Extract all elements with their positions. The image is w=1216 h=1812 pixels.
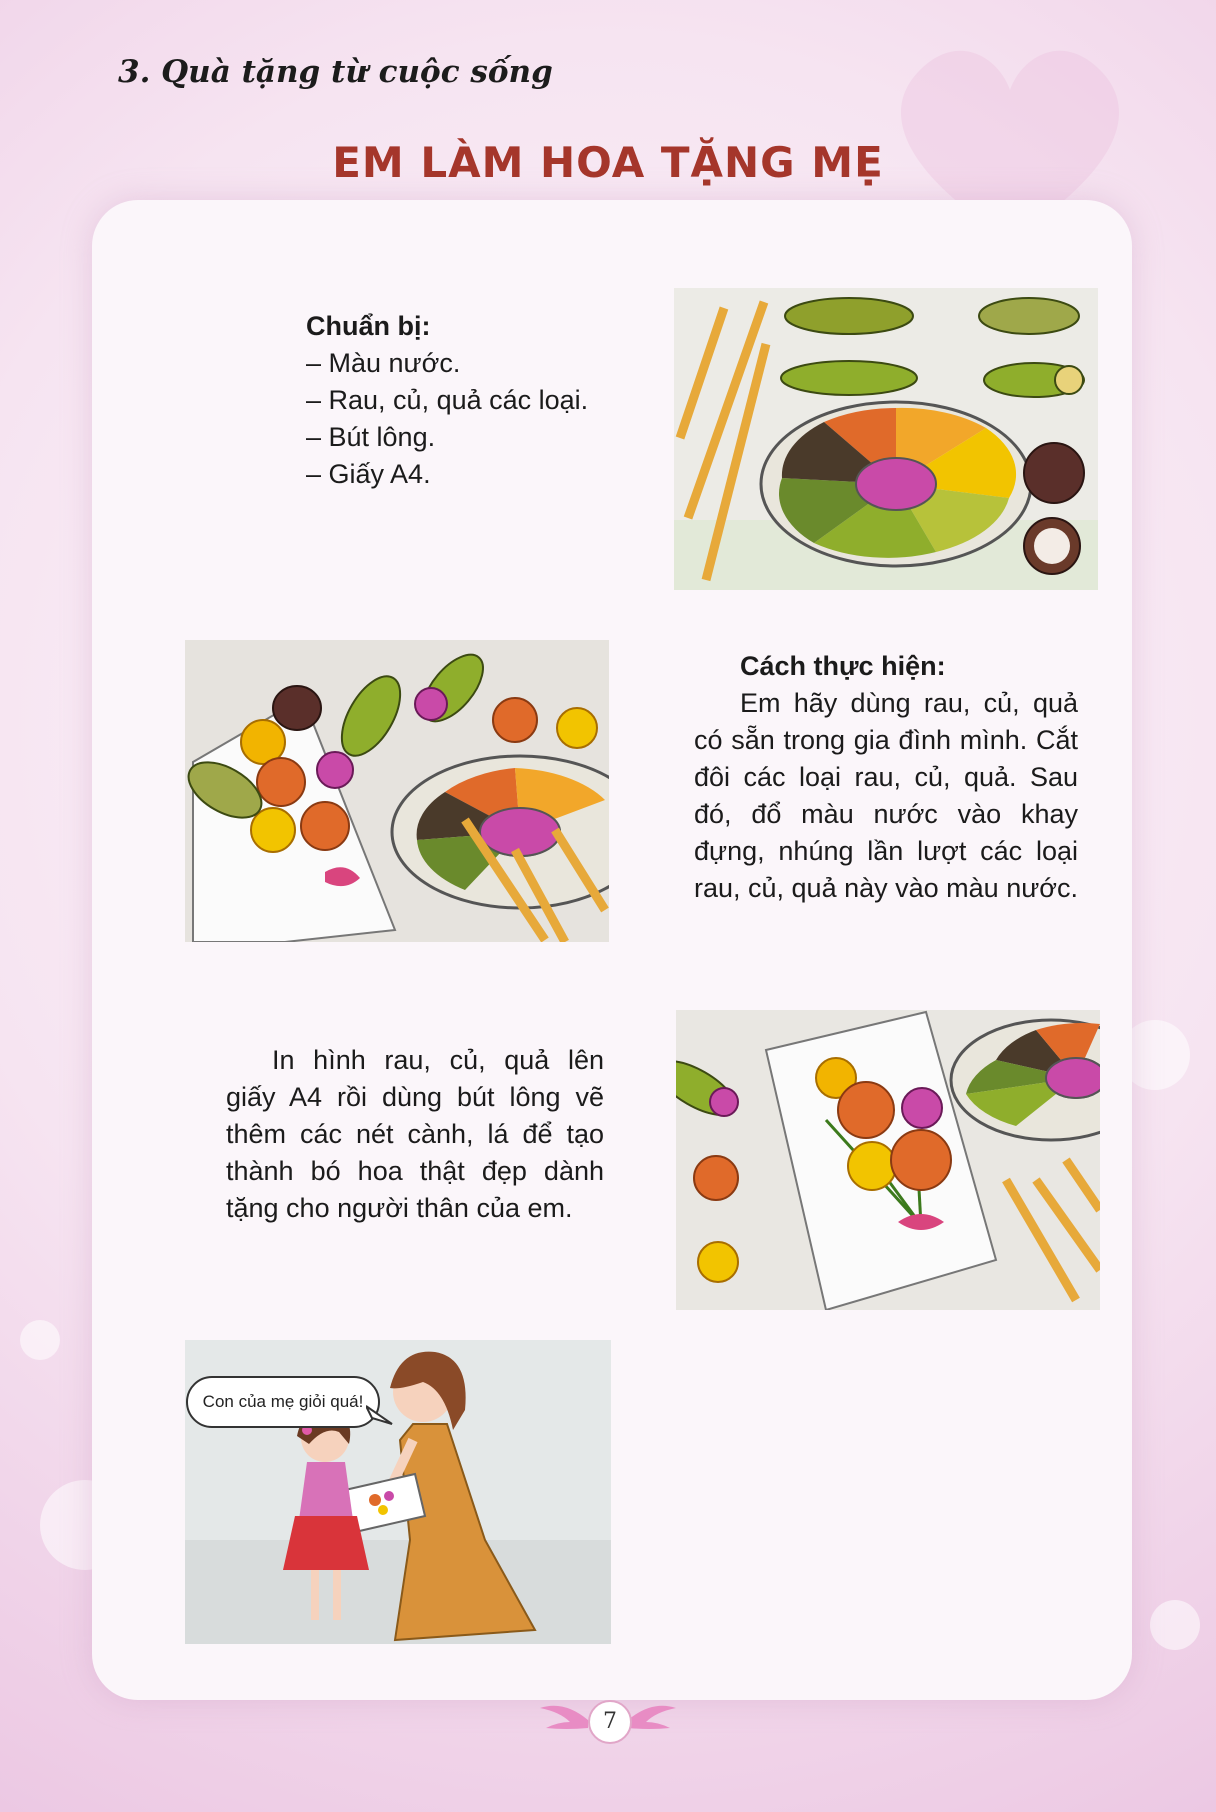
main-title: EM LÀM HOA TẶNG MẸ: [332, 138, 884, 187]
bouquet-illustration: [676, 1010, 1100, 1310]
preparation-heading: Chuẩn bị:: [306, 311, 431, 341]
section-title: 3. Quà tặng từ cuộc sống: [118, 54, 553, 90]
bouquet-illustration-svg: [676, 1010, 1100, 1310]
print-step-block: [226, 1042, 604, 1227]
preparation-list: [306, 345, 656, 493]
dipping-illustration: [185, 640, 609, 942]
instructions-block: [694, 648, 1078, 907]
background-bubble: [20, 1320, 60, 1360]
instructions-text: Em hãy dùng rau, củ, quả có sẵn trong gia đình mình. Cắt đôi các loại rau, củ, quả. Sau đó, đổ màu nước vào khay đựng, nhúng lần lượt các loại rau, củ, quả này vào màu nước.: [694, 688, 1078, 903]
preparation-item: – Rau, củ, quả các loại.: [306, 385, 589, 415]
preparation-item: – Bút lông.: [306, 422, 436, 452]
supplies-illustration: [674, 288, 1098, 590]
preparation-item: – Giấy A4.: [306, 459, 431, 489]
page-footer: [540, 1694, 676, 1750]
preparation-block: [306, 308, 656, 493]
speech-bubble: Con của mẹ giỏi quá!: [186, 1376, 380, 1428]
dipping-illustration-svg: [185, 640, 609, 942]
supplies-illustration-svg: [674, 288, 1098, 590]
instructions-heading: Cách thực hiện:: [740, 651, 946, 681]
background-bubble: [1150, 1600, 1200, 1650]
print-step-text: In hình rau, củ, quả lên giấy A4 rồi dùng bút lông vẽ thêm các nét cành, lá để tạo thành bó hoa thật đẹp dành tặng cho người thân của em.: [226, 1045, 604, 1223]
preparation-item: – Màu nước.: [306, 348, 461, 378]
speech-bubble-tail: [366, 1404, 394, 1426]
page-number: 7: [588, 1700, 632, 1744]
